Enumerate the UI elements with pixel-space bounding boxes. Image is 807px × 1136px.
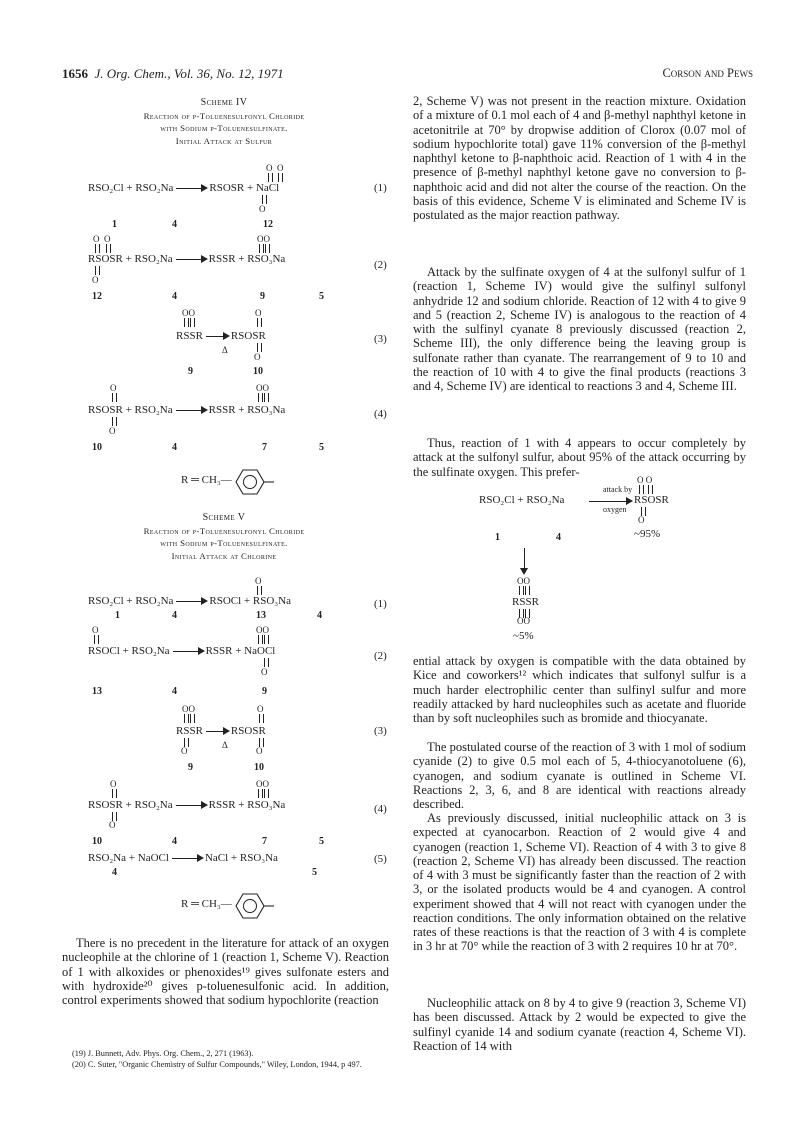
iv-r2-oxo-bottom: O: [92, 275, 99, 285]
iv-r4-right: RSSR + RSO₃Na: [208, 404, 286, 416]
v-r1-bond: [257, 586, 262, 595]
iv-r2-bond: [106, 244, 111, 253]
iv-r3-number: (3): [374, 333, 387, 345]
scheme-iv-title-3: Initial Attack at Sulfur: [175, 135, 273, 146]
iv-r1-bond: [262, 195, 267, 204]
iv-r1-oxo-bottom: O: [259, 204, 266, 214]
v-r3-oxo-top: O: [257, 704, 264, 714]
v-r3-equation: [176, 725, 266, 737]
compound-label: 4: [172, 836, 177, 847]
v-r4-arrow: [176, 805, 206, 806]
rs-arrowhead: [626, 497, 633, 505]
v-r2-oxo-top: OO: [256, 625, 269, 635]
rs-bond: [639, 485, 644, 494]
iv-r3-bond: [257, 318, 262, 327]
compound-label: 13: [256, 610, 266, 621]
v-r2-oxo-bottom: O: [261, 667, 268, 677]
iv-r4-bond: [112, 417, 117, 426]
iv-r3-bond: [190, 318, 195, 327]
rs-percent-bottom: ~5%: [513, 630, 534, 642]
journal-citation: J. Org. Chem., Vol. 36, No. 12, 1971: [94, 66, 284, 81]
compound-label: 13: [92, 686, 102, 697]
footnote-20: (20) C. Suter, "Organic Chemistry of Sulfur Compounds," Wiley, London, 1944, p 497.: [72, 1060, 362, 1069]
v-r1-number: (1): [374, 598, 387, 610]
compound-label: 9: [188, 366, 193, 377]
v-r1-oxo-top: O: [255, 576, 262, 586]
v-r4-oxo-top: OO: [256, 779, 269, 789]
rs-reactants: RSO₂Cl + RSO₂Na: [479, 494, 565, 506]
compound-label: 9: [260, 291, 265, 302]
v-r2-bond: [264, 635, 269, 644]
heat-symbol: Δ: [222, 345, 228, 355]
iv-r3-right: RSOSR: [230, 330, 266, 342]
compound-label: 12: [263, 219, 273, 230]
rs-product: RSOSR: [634, 494, 669, 506]
v-r4-bond: [112, 789, 117, 798]
iv-r2-equation: [88, 253, 285, 265]
iv-r3-bond: [257, 343, 262, 352]
v-r3-oxo-bottom: O: [181, 746, 188, 756]
iv-r2-oxo-top: O O: [93, 234, 111, 244]
iv-r2-left: RSOSR + RSO₂Na: [88, 253, 173, 265]
iv-r1-equation: [88, 182, 279, 194]
v-r2-right: RSSR + NaOCl: [205, 645, 276, 657]
right-paragraph-2: Attack by the sulfinate oxygen of 4 at the sulfonyl sulfur of 1 (reaction 1, Scheme IV) would give the sulfinyl sulfonyl anhydride 12 and sodium chloride. Reaction of 12 with 4 to give 9 and 5 (reaction 2, Scheme IV) is analogous to the reaction of 4 with the sulfinyl cyanate 8 previously discussed (reaction 2, Scheme III), the only difference being the leaving group is sulfonate rather than cyanate. The rearrangement of 9 to 10 and the reaction of 10 with 4 to give the final products (reactions 3 and 4, Scheme IV) are identical to reactions 3 and 4, Scheme III.: [413, 265, 746, 393]
v-r4-right: RSSR + RSO₃Na: [208, 799, 286, 811]
v-r2-number: (2): [374, 650, 387, 662]
compound-label: 9: [188, 762, 193, 773]
compound-label: 1: [112, 219, 117, 230]
iv-r4-bond: [112, 393, 117, 402]
v-r1-right: RSOCl + RSO₃Na: [209, 595, 291, 607]
v-r3-bond: [190, 714, 195, 723]
scheme-v-title-2: with Sodium p-Toluenesulfinate.: [160, 538, 288, 548]
iv-r2-arrow: [176, 259, 206, 260]
compound-label: 9: [262, 686, 267, 697]
iv-r3-equation: [176, 330, 266, 342]
scheme-iv-label: Scheme IV: [200, 97, 248, 108]
scheme-v-title-1: Reaction of p-Toluenesulfonyl Chloride: [143, 525, 305, 536]
v-r5-left: RSO₂Na + NaOCl: [88, 852, 169, 864]
v-r4-number: (4): [374, 803, 387, 815]
toluene-ring-icon: [226, 891, 276, 921]
compound-label: 10: [92, 442, 102, 453]
rs-lower-oxo-top: OO: [517, 576, 530, 586]
iv-r4-bond: [264, 393, 269, 402]
compound-label: 12: [92, 291, 102, 302]
v-r2-equation: [88, 645, 275, 657]
scheme-iv-heading: [62, 97, 386, 147]
v-r2-bond: [94, 635, 99, 644]
compound-label: 4: [172, 219, 177, 230]
rs-lower-oxo-bottom: OO: [517, 616, 530, 626]
iv-r1-right: RSOSR + NaCl: [209, 182, 280, 194]
rs-bond: [525, 586, 530, 595]
compound-label: 5: [319, 442, 324, 453]
v-r4-bond: [258, 789, 263, 798]
v-r4-oxo-top: O: [110, 779, 117, 789]
compound-label: 1: [115, 610, 120, 621]
v-r3-oxo-top: OO: [182, 704, 195, 714]
v-r2-bond: [258, 635, 263, 644]
v-r2-bond: [264, 658, 269, 667]
rs-arrow-top-label: attack by: [603, 485, 633, 494]
rs-bond: [519, 586, 524, 595]
v-r3-right: RSOSR: [230, 725, 266, 737]
v-r4-left: RSOSR + RSO₂Na: [88, 799, 173, 811]
iv-r1-number: (1): [374, 182, 387, 194]
v-r5-right: NaCl + RSO₃Na: [204, 852, 278, 864]
iv-r4-oxo-bottom: O: [109, 426, 116, 436]
iv-r3-oxo-bottom: O: [254, 352, 261, 362]
rs-down-arrowhead: [520, 568, 528, 575]
iv-r2-bond: [95, 244, 100, 253]
v-r2-oxo-top: O: [92, 625, 99, 635]
compound-label: 4: [172, 610, 177, 621]
right-paragraph-5: The postulated course of the reaction of 3 with 1 mol of sodium cyanide (2) to give 0.5 mol each of 5, 4-thiocyanotoluene (6), cyanogen, and sodium cyanate is outlined in Scheme VI. Reactions 2, 3, 6, and 8 are identical with reactions already described.: [413, 740, 746, 811]
iv-r4-arrow: [176, 410, 206, 411]
iv-r1-bond: [278, 173, 283, 182]
rs-oxo-top: O O: [637, 475, 653, 485]
iv-r1-arrow: [176, 188, 206, 189]
iv-r3-bond: [184, 318, 189, 327]
compound-label: 5: [312, 867, 317, 878]
footnote-19: (19) J. Bunnett, Adv. Phys. Org. Chem., 2, 271 (1963).: [72, 1049, 254, 1058]
iv-r2-bond: [265, 244, 270, 253]
v-r-definition: R ═ CH₃—: [181, 898, 232, 910]
compound-label: 5: [319, 291, 324, 302]
iv-r4-oxo-top: O: [110, 383, 117, 393]
toluene-ring-icon: [226, 467, 276, 497]
rs-arrow: [589, 501, 627, 502]
rs-down-arrow: [524, 548, 525, 570]
v-r3-oxo-bottom: O: [256, 746, 263, 756]
iv-r4-number: (4): [374, 408, 387, 420]
scheme-v-heading: [62, 512, 386, 562]
iv-r3-arrow: [206, 336, 228, 337]
compound-label: 10: [254, 762, 264, 773]
iv-r3-left: RSSR: [176, 330, 203, 342]
rs-percent-top: ~95%: [634, 528, 661, 540]
v-r2-left: RSOCl + RSO₂Na: [88, 645, 170, 657]
scheme-v-title-3: Initial Attack at Chlorine: [171, 550, 277, 561]
v-r1-left: RSO₂Cl + RSO₂Na: [88, 595, 174, 607]
scheme-v-label: Scheme V: [202, 512, 246, 523]
iv-r3-oxo-top: O: [255, 308, 262, 318]
v-r5-arrow: [172, 858, 202, 859]
v-r5-number: (5): [374, 853, 387, 865]
compound-label: 7: [262, 836, 267, 847]
v-r3-left: RSSR: [176, 725, 203, 737]
v-r4-oxo-bottom: O: [109, 820, 116, 830]
v-r4-equation: [88, 799, 285, 811]
right-paragraph-7: Nucleophilic attack on 8 by 4 to give 9 (reaction 3, Scheme VI) has been discussed. Attack by 2 would be expected to give the sulfinyl cyanide 14 and sodium cyanate (reaction 4, Scheme VI). Reaction of 14 with: [413, 996, 746, 1053]
v-r4-bond: [264, 789, 269, 798]
iv-r1-oxo-top: O O: [266, 163, 284, 173]
iv-r4-left: RSOSR + RSO₂Na: [88, 404, 173, 416]
v-r3-bond: [259, 714, 264, 723]
compound-label: 4: [172, 291, 177, 302]
iv-r2-number: (2): [374, 259, 387, 271]
compound-label: 7: [262, 442, 267, 453]
iv-r1-left: RSO₂Cl + RSO₂Na: [88, 182, 174, 194]
iv-r3-oxo-top: OO: [182, 308, 195, 318]
iv-r2-oxo-top: OO: [257, 234, 270, 244]
v-r3-number: (3): [374, 725, 387, 737]
right-paragraph-1: 2, Scheme V) was not present in the reaction mixture. Oxidation of a mixture of 0.1 mol each of 4 and β-methyl naphthyl ketone in acetonitrile at 70° by dropwise addition of Clorox (0.07 mol of sodium hypochlorite total) gave 11% conversion of the β-methyl naphthyl ketone to β-naphthoic acid. Reaction of 1 with 4 in the presence of β-methyl naphthyl ketone gave no conversion to β-naphthoic acid and did not alter the course of the reaction. On the basis of this evidence, Scheme V is eliminated and Scheme IV is postulated as the major reaction pathway.: [413, 94, 746, 222]
rs-bond: [648, 485, 653, 494]
v-r5-equation: [88, 852, 278, 864]
rs-oxo-bottom: O: [638, 515, 645, 525]
page-number: 1656: [62, 66, 88, 81]
right-paragraph-3: Thus, reaction of 1 with 4 appears to occur completely by attack at the sulfonyl sulfur, about 95% of the attack occurring by the sulfinate oxygen. This prefer-: [413, 436, 746, 479]
compound-label: 1: [495, 532, 500, 543]
v-r1-arrow: [176, 601, 206, 602]
right-paragraph-6: As previously discussed, initial nucleophilic attack on 3 is expected at cyanocarbon. Reaction of 2 would give 4 and cyanogen (reaction 1, Scheme VI). Reaction of 4 with 3 to give 8 (reaction 2, Scheme VI) has already been discussed. The reaction of 4 with 3 must be significantly faster than the reaction of 2 with 3, or the isolated products would be 4 and cyanogen. A control experiment showed that 4 will not react with cyanogen under the reaction conditions. The only information obtained on the relative rates of these reactions is that the reaction of 3 with 4 is complete in 3 hr at 70° while the reaction of 3 with 2 requires 10 hr at 70°.: [413, 811, 746, 954]
iv-r-definition: R ═ CH₃—: [181, 474, 232, 486]
compound-label: 10: [92, 836, 102, 847]
iv-r4-equation: [88, 404, 285, 416]
v-r1-equation: [88, 595, 291, 607]
v-r2-arrow: [173, 651, 203, 652]
compound-label: 4: [172, 686, 177, 697]
iv-r4-oxo-top: OO: [256, 383, 269, 393]
rs-arrow-bottom-label: oxygen: [603, 505, 627, 514]
iv-r1-bond: [268, 173, 273, 182]
iv-r2-bond: [95, 266, 100, 275]
compound-label: 4: [556, 532, 561, 543]
left-paragraph: There is no precedent in the literature for attack of an oxygen nucleophile at the chlorine of 1 (reaction 1, Scheme V). Reaction of 1 with alkoxides or phenoxides¹⁹ gives sulfonate esters and with hydroxide²⁰ gives p-toluenesulfonic acid. In addition, control experiments showed that sodium hypochlorite (reaction: [62, 936, 389, 1007]
iv-r2-right: RSSR + RSO₃Na: [208, 253, 286, 265]
v-r3-bond: [184, 714, 189, 723]
compound-label: 10: [253, 366, 263, 377]
iv-r2-bond: [259, 244, 264, 253]
scheme-iv-title-2: with Sodium p-Toluenesulfinate.: [160, 123, 288, 133]
v-r3-arrow: [206, 731, 228, 732]
running-header-authors: Corson and Pews: [662, 66, 753, 80]
right-paragraph-4: ential attack by oxygen is compatible with the data obtained by Kice and coworkers¹² which indicates that sulfonyl sulfur is a much harder electrophilic center than sulfinyl sulfur and more readily attacked by hard nucleophiles such as acetate and fluoride than by soft nucleophiles such as bromide and thiocyanate.: [413, 654, 746, 725]
scheme-iv-title-1: Reaction of p-Toluenesulfonyl Chloride: [143, 110, 305, 121]
compound-label: 4: [112, 867, 117, 878]
compound-label: 4: [172, 442, 177, 453]
heat-symbol: Δ: [222, 740, 228, 750]
running-header-left: [62, 66, 284, 82]
compound-label: 5: [319, 836, 324, 847]
rs-lower-product: RSSR: [512, 596, 539, 608]
iv-r4-bond: [258, 393, 263, 402]
compound-label: 4: [317, 610, 322, 621]
